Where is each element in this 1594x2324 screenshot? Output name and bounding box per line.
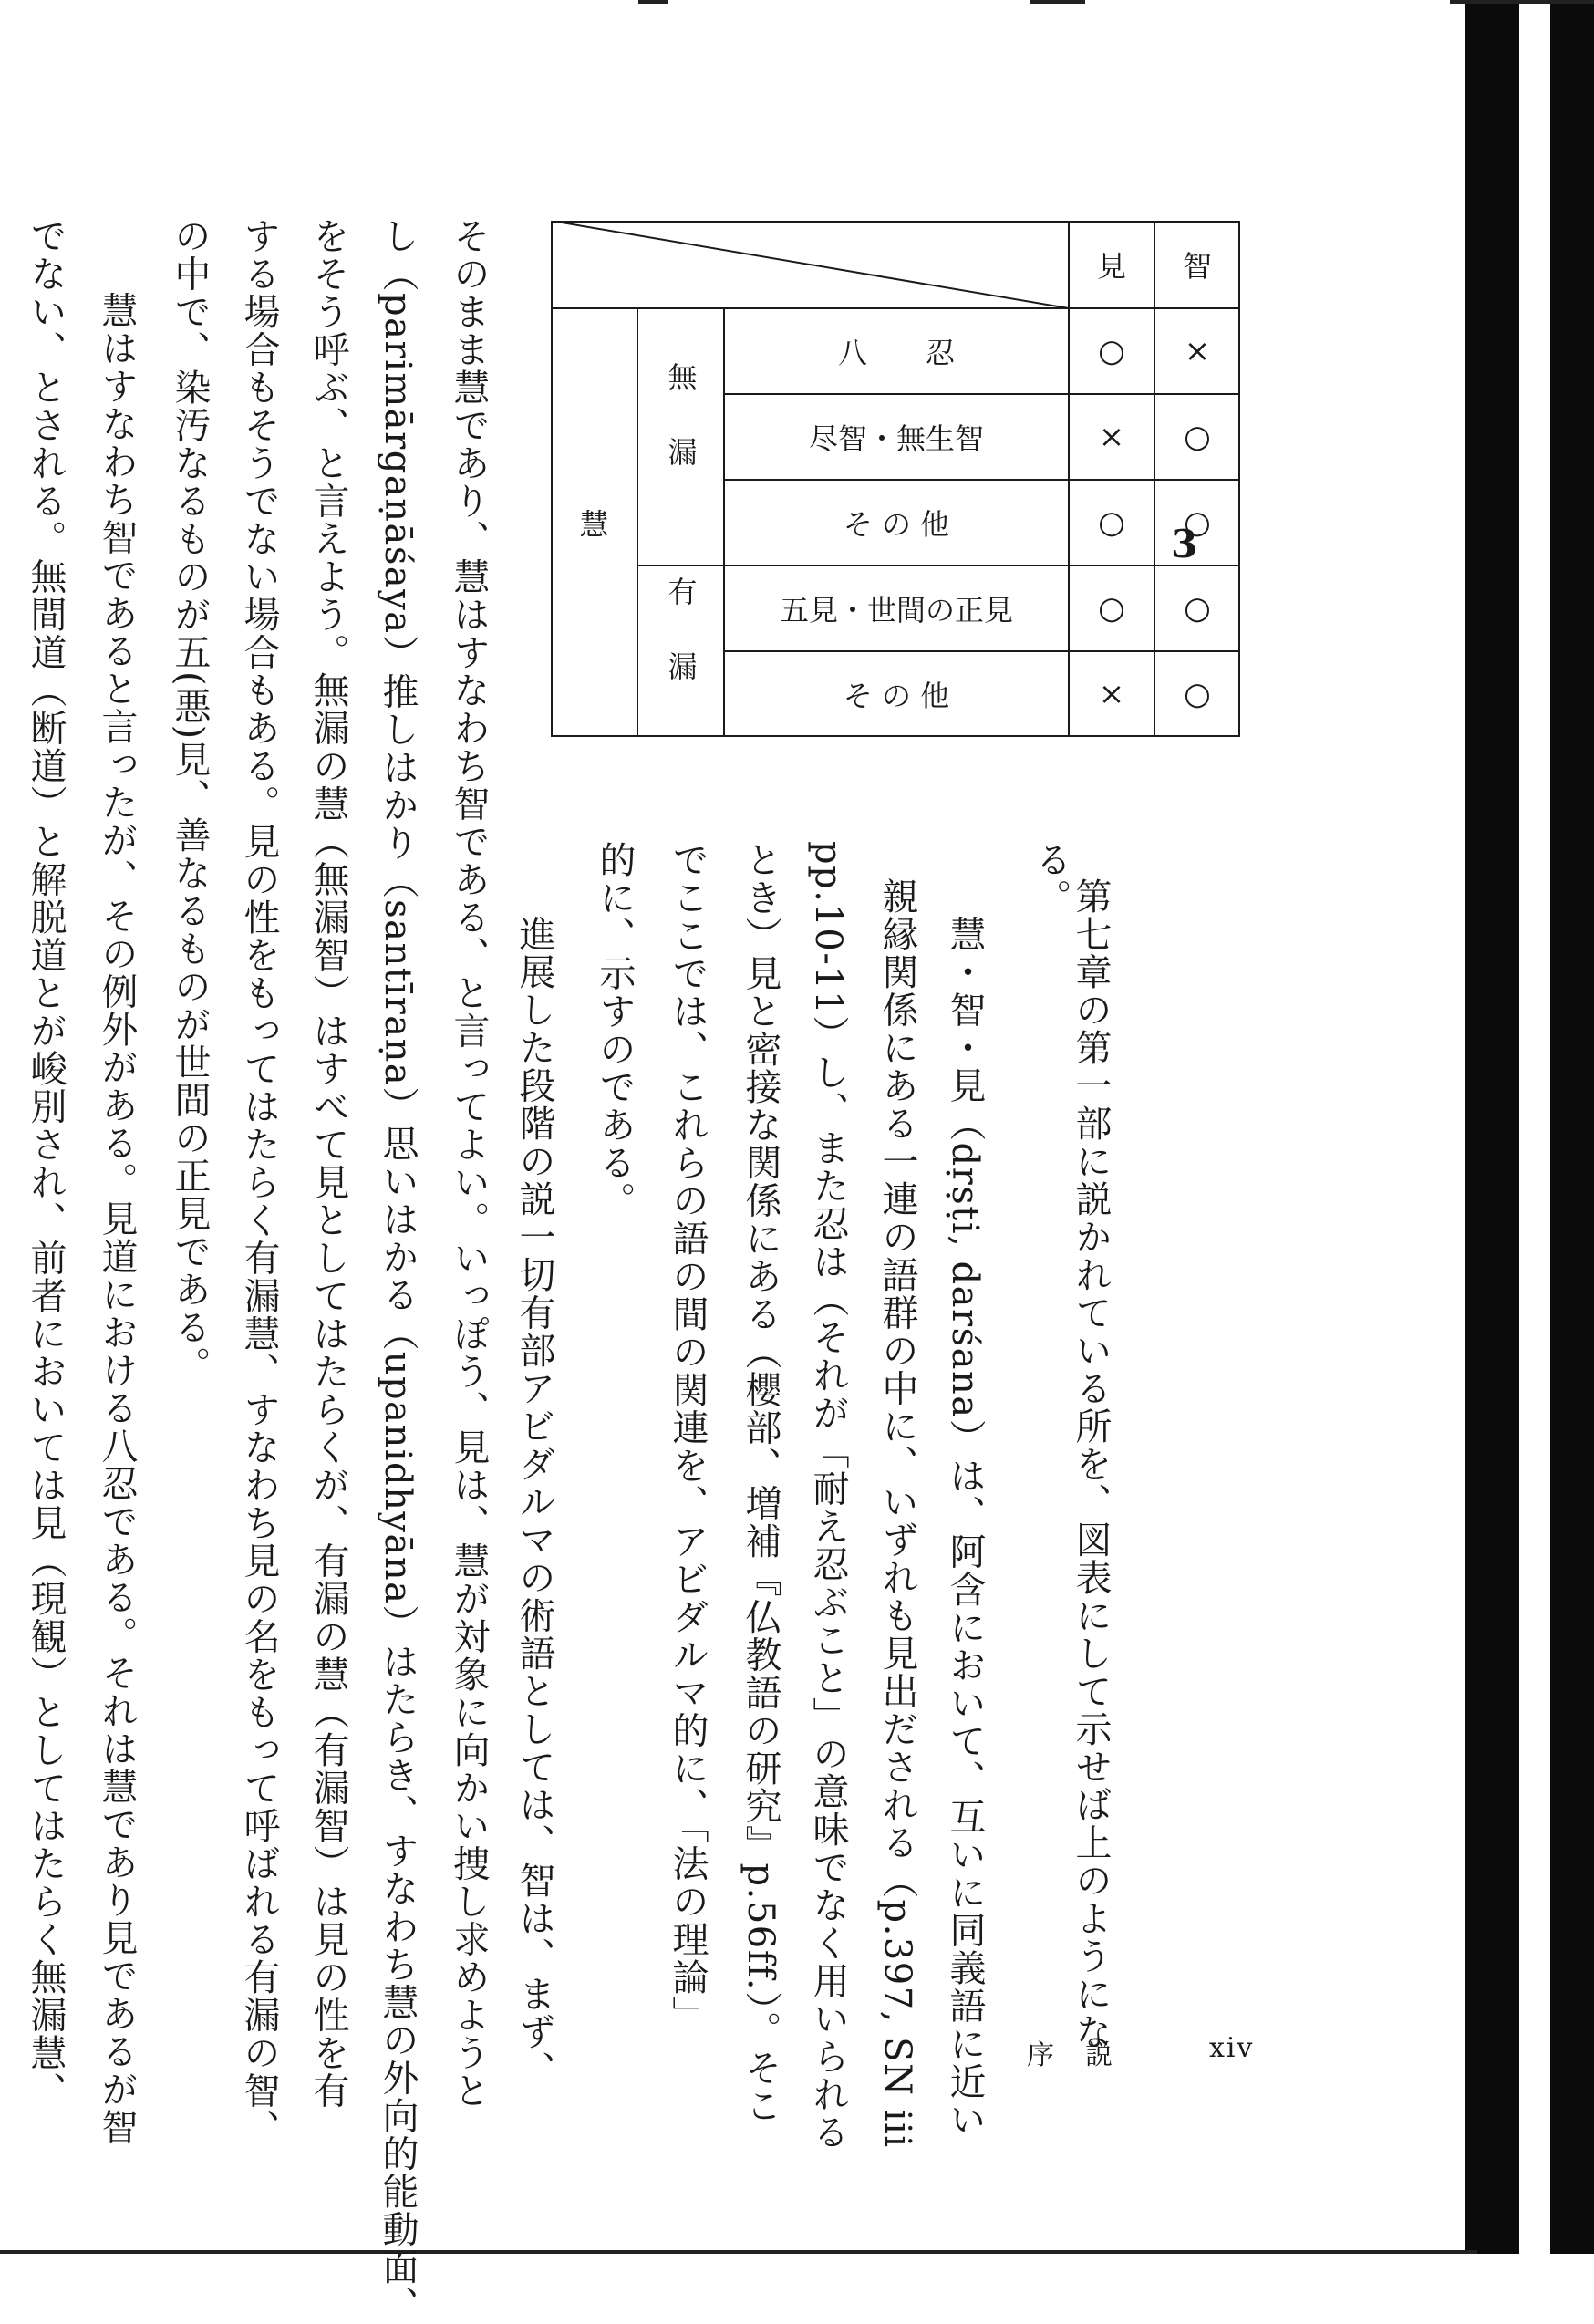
row-label: 五見・世間の正見 [779, 593, 1013, 628]
row-chi: × [1184, 333, 1211, 369]
header-ken: 見 [1096, 249, 1126, 284]
row-chi: ○ [1184, 590, 1211, 627]
label-uro: 有漏 [663, 576, 699, 726]
right-edge-shadow [1465, 0, 1519, 2254]
lower-line-6: の中で、染汚なるものが五(悪)見、善なるものが世間の正見である。 [169, 217, 211, 1385]
comparison-table [551, 221, 1240, 737]
section-number: 3 [1171, 522, 1198, 566]
right-edge-shadow-outer [1550, 0, 1594, 2254]
upper-line-3: 慧・智・見（dṛṣṭi, darśana）は、阿含において、互いに同義語に近い [944, 877, 986, 2139]
upper-line-7: でここでは、これらの語の間の関連を、アビダルマ的に、「法の理論」 [667, 841, 709, 2034]
row-ken: ○ [1098, 590, 1125, 627]
row-ken: ○ [1098, 504, 1125, 541]
top-edge-mark [1450, 0, 1594, 4]
upper-line-8: 的に、示すのである。 [594, 841, 636, 1219]
header-chi: 智 [1182, 249, 1212, 284]
lower-line-5: する場合もそうでない場合もある。見の性をもってはたらく有漏慧、すなわち見の名をもって呼ばれる有漏の智、 [238, 217, 280, 2148]
row-ken: × [1098, 419, 1125, 455]
upper-line-5: pp.10-11）し、また忍は（それが「耐え忍ぶこと」の意味でなく用いられる [807, 841, 849, 2152]
row-ken: ○ [1098, 333, 1125, 369]
top-edge-mark [1030, 0, 1085, 4]
lower-line-8: でない、とされる。無間道（断道）と解脱道とが峻別され、前者においては見（現観）としてはたらく無漏慧、 [25, 217, 67, 2110]
row-label: 八 忍 [837, 336, 955, 370]
row-label: そ の 他 [843, 679, 950, 713]
row-ken: × [1098, 676, 1125, 712]
top-edge-mark [638, 0, 668, 4]
upper-line-2: る。 [1030, 841, 1071, 917]
running-head-chapter: 序 説 [1027, 2039, 1114, 2071]
bottom-edge-rule [0, 2250, 1477, 2254]
upper-line-4: 親縁関係にある一連の語群の中に、いずれも見出だされる（p.397, SN iii [876, 877, 918, 2149]
upper-line-6: とき）見と密接な関係にある（櫻部、増補『仏教語の研究』p.56ff.）。そこ [740, 841, 781, 2125]
lower-line-3: し（parimārgaṇāśaya）推しはかり（santīraṇa）思いはかる（upanidhyāna）はたらき、すなわち慧の外向的能動面、 [377, 217, 419, 2324]
row-label: そ の 他 [843, 507, 950, 542]
label-e: 慧 [579, 507, 609, 542]
row-chi: ○ [1184, 504, 1211, 541]
lower-line-4: をそう呼ぶ、と言えよう。無漏の慧（無漏智）はすべて見としてはたらくが、有漏の慧（有漏智）は見の性を有 [307, 217, 349, 2110]
row-chi: ○ [1184, 676, 1211, 712]
label-muro: 無漏 [663, 362, 699, 512]
lower-line-7: 慧はすなわち智であると言ったが、その例外がある。見道における八忍である。それは慧であり見であるが智 [96, 254, 138, 2146]
running-head-page: xiv [1209, 2032, 1255, 2064]
row-chi: ○ [1184, 419, 1211, 455]
lower-line-2: そのまま慧であり、慧はすなわち智である、と言ってよい。いっぽう、見は、慧が対象に向かい捜し求めようと [448, 217, 490, 2110]
upper-line-1: 第七章の第一部に説かれている所を、図表にして示せば上のようにな [1070, 877, 1112, 2051]
row-label: 尽智・無生智 [808, 421, 984, 456]
lower-line-1: 進展した段階の説一切有部アビダルマの術語としては、智は、まず、 [513, 877, 555, 2089]
